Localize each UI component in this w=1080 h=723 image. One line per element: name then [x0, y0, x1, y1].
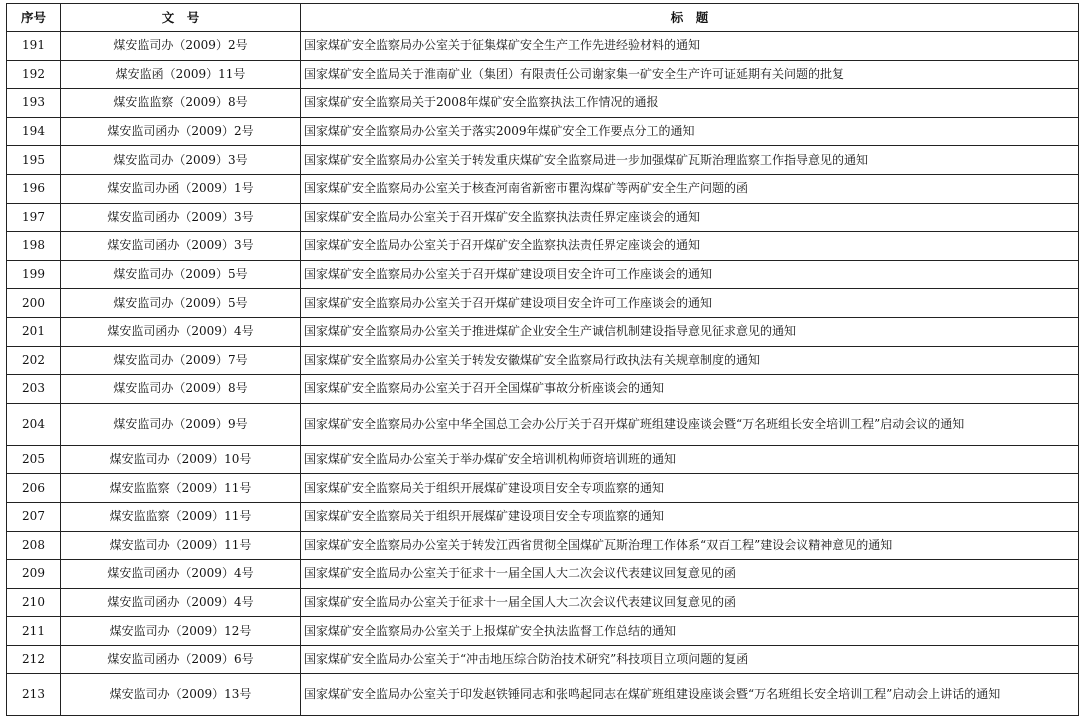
row-seq: 197 [7, 203, 61, 232]
row-title: 国家煤矿安全监察局关于组织开展煤矿建设项目安全专项监察的通知 [301, 474, 1079, 503]
table-body [7, 32, 1079, 716]
row-title: 国家煤矿安全监察局办公室关于核查河南省新密市瞿沟煤矿等两矿安全生产问题的函 [301, 174, 1079, 203]
row-doc-number: 煤安监监察（2009）11号 [61, 502, 301, 531]
row-seq: 213 [7, 674, 61, 716]
row-seq: 207 [7, 502, 61, 531]
row-doc-number: 煤安监司函办（2009）2号 [61, 117, 301, 146]
row-title: 国家煤矿安全监局办公室关于印发赵铁锤同志和张鸣起同志在煤矿班组建设座谈会暨“万名班组长安全培训工程”启动会上讲话的通知 [301, 674, 1079, 716]
table-row [7, 560, 1079, 589]
row-title: 国家煤矿安全监察局办公室关于推进煤矿企业安全生产诚信机制建设指导意见征求意见的通知 [301, 317, 1079, 346]
row-title: 国家煤矿安全监察局关于组织开展煤矿建设项目安全专项监察的通知 [301, 502, 1079, 531]
row-doc-number: 煤安监司办（2009）7号 [61, 346, 301, 375]
row-title: 国家煤矿安全监局办公室关于举办煤矿安全培训机构师资培训班的通知 [301, 445, 1079, 474]
table-row [7, 203, 1079, 232]
header-doc-number: 文 号 [61, 4, 301, 32]
table-header [7, 4, 1079, 32]
row-seq: 206 [7, 474, 61, 503]
row-seq: 191 [7, 32, 61, 61]
row-title: 国家煤矿安全监察局办公室中华全国总工会办公厅关于召开煤矿班组建设座谈会暨“万名班组长安全培训工程”启动会议的通知 [301, 403, 1079, 445]
row-title: 国家煤矿安全监察局办公室关于召开煤矿建设项目安全许可工作座谈会的通知 [301, 289, 1079, 318]
table-row [7, 474, 1079, 503]
row-doc-number: 煤安监司办（2009）10号 [61, 445, 301, 474]
row-seq: 192 [7, 60, 61, 89]
row-doc-number: 煤安监司办（2009）9号 [61, 403, 301, 445]
table-row [7, 375, 1079, 404]
table-row [7, 289, 1079, 318]
row-seq: 211 [7, 617, 61, 646]
table-row [7, 531, 1079, 560]
table-row [7, 60, 1079, 89]
row-seq: 208 [7, 531, 61, 560]
table-row [7, 588, 1079, 617]
row-doc-number: 煤安监司函办（2009）6号 [61, 645, 301, 674]
row-doc-number: 煤安监司办（2009）11号 [61, 531, 301, 560]
row-doc-number: 煤安监司函办（2009）3号 [61, 232, 301, 261]
header-title: 标 题 [301, 4, 1079, 32]
table-row [7, 645, 1079, 674]
header-row [7, 4, 1079, 32]
row-title: 国家煤矿安全监察局办公室关于转发安徽煤矿安全监察局行政执法有关规章制度的通知 [301, 346, 1079, 375]
row-title: 国家煤矿安全监局办公室关于“冲击地压综合防治技术研究”科技项目立项问题的复函 [301, 645, 1079, 674]
table-row [7, 32, 1079, 61]
table-row [7, 674, 1079, 716]
row-seq: 210 [7, 588, 61, 617]
table-row [7, 445, 1079, 474]
row-seq: 201 [7, 317, 61, 346]
table-row [7, 232, 1079, 261]
row-doc-number: 煤安监司办（2009）5号 [61, 289, 301, 318]
row-doc-number: 煤安监司办（2009）3号 [61, 146, 301, 175]
header-seq: 序号 [7, 4, 61, 32]
table-row [7, 260, 1079, 289]
row-seq: 204 [7, 403, 61, 445]
row-doc-number: 煤安监监察（2009）11号 [61, 474, 301, 503]
row-title: 国家煤矿安全监察局办公室关于落实2009年煤矿安全工作要点分工的通知 [301, 117, 1079, 146]
table-row [7, 403, 1079, 445]
row-doc-number: 煤安监司办（2009）8号 [61, 375, 301, 404]
table-row [7, 502, 1079, 531]
document-table [6, 3, 1079, 716]
row-doc-number: 煤安监司办函（2009）1号 [61, 174, 301, 203]
row-title: 国家煤矿安全监察局办公室关于征集煤矿安全生产工作先进经验材料的通知 [301, 32, 1079, 61]
table-row [7, 346, 1079, 375]
row-seq: 199 [7, 260, 61, 289]
row-doc-number: 煤安监司办（2009）12号 [61, 617, 301, 646]
row-title: 国家煤矿安全监察局办公室关于转发重庆煤矿安全监察局进一步加强煤矿瓦斯治理监察工作指导意见的通知 [301, 146, 1079, 175]
row-title: 国家煤矿安全监局关于淮南矿业（集团）有限责任公司谢家集一矿安全生产许可证延期有关问题的批复 [301, 60, 1079, 89]
row-seq: 202 [7, 346, 61, 375]
row-seq: 205 [7, 445, 61, 474]
row-seq: 196 [7, 174, 61, 203]
row-doc-number: 煤安监司办（2009）2号 [61, 32, 301, 61]
row-title: 国家煤矿安全监局办公室关于征求十一届全国人大二次会议代表建议回复意见的函 [301, 560, 1079, 589]
row-title: 国家煤矿安全监察局关于2008年煤矿安全监察执法工作情况的通报 [301, 89, 1079, 118]
table-row [7, 317, 1079, 346]
row-doc-number: 煤安监司函办（2009）4号 [61, 560, 301, 589]
row-seq: 212 [7, 645, 61, 674]
row-seq: 194 [7, 117, 61, 146]
row-doc-number: 煤安监司函办（2009）4号 [61, 588, 301, 617]
row-seq: 195 [7, 146, 61, 175]
row-title: 国家煤矿安全监察局办公室关于召开全国煤矿事故分析座谈会的通知 [301, 375, 1079, 404]
row-title: 国家煤矿安全监局办公室关于召开煤矿安全监察执法责任界定座谈会的通知 [301, 232, 1079, 261]
row-seq: 198 [7, 232, 61, 261]
table-row [7, 89, 1079, 118]
row-seq: 203 [7, 375, 61, 404]
row-doc-number: 煤安监司函办（2009）3号 [61, 203, 301, 232]
row-doc-number: 煤安监司函办（2009）4号 [61, 317, 301, 346]
table-row [7, 146, 1079, 175]
row-doc-number: 煤安监司办（2009）5号 [61, 260, 301, 289]
row-title: 国家煤矿安全监察局办公室关于上报煤矿安全执法监督工作总结的通知 [301, 617, 1079, 646]
table-row [7, 117, 1079, 146]
row-title: 国家煤矿安全监察局办公室关于召开煤矿建设项目安全许可工作座谈会的通知 [301, 260, 1079, 289]
row-doc-number: 煤安监司办（2009）13号 [61, 674, 301, 716]
table-row [7, 174, 1079, 203]
row-doc-number: 煤安监监察（2009）8号 [61, 89, 301, 118]
table-row [7, 617, 1079, 646]
row-seq: 193 [7, 89, 61, 118]
row-title: 国家煤矿安全监局办公室关于召开煤矿安全监察执法责任界定座谈会的通知 [301, 203, 1079, 232]
row-title: 国家煤矿安全监局办公室关于征求十一届全国人大二次会议代表建议回复意见的函 [301, 588, 1079, 617]
row-seq: 209 [7, 560, 61, 589]
row-doc-number: 煤安监函（2009）11号 [61, 60, 301, 89]
row-title: 国家煤矿安全监察局办公室关于转发江西省贯彻全国煤矿瓦斯治理工作体系“双百工程”建设会议精神意见的通知 [301, 531, 1079, 560]
row-seq: 200 [7, 289, 61, 318]
